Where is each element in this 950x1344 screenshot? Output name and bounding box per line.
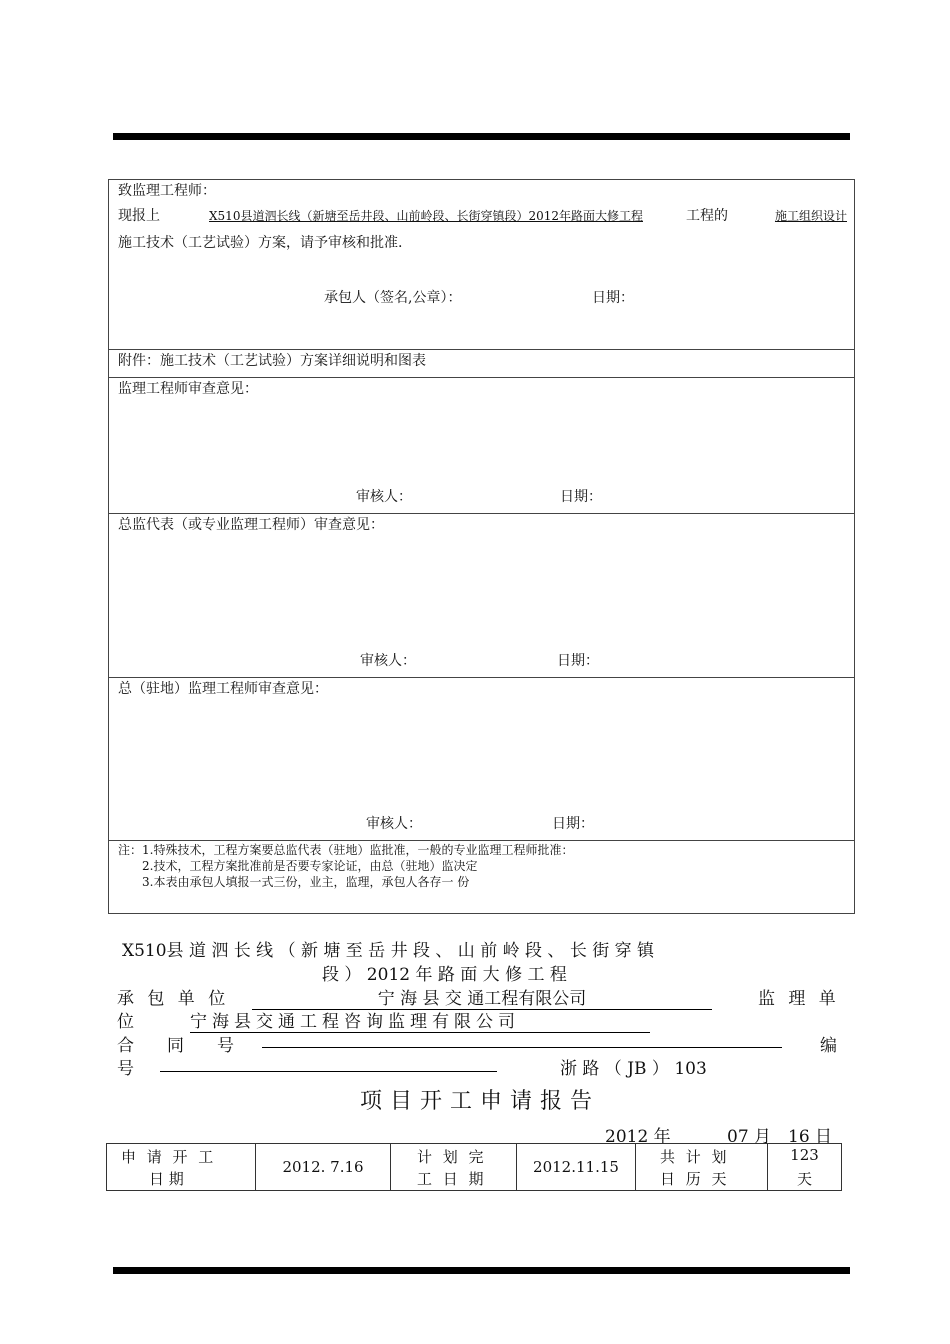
attachment-text: 附件：施工技术（工艺试验）方案详细说明和图表 xyxy=(118,353,426,369)
apply-start-label-cell xyxy=(106,1143,256,1191)
code-label-a: 编 xyxy=(820,1036,837,1056)
supervisor-date-label: 日期： xyxy=(560,489,602,505)
total-days-value-cell xyxy=(767,1143,842,1191)
apply-start-label-1: 申 请 开 工 xyxy=(121,1148,217,1166)
to-engineer-label: 致监理工程师： xyxy=(118,183,216,199)
project-title-line2: 段 ） 2012 年 路 面 大 修 工 程 xyxy=(322,965,567,985)
chief-date-label: 日期： xyxy=(557,653,599,669)
total-days-label-1: 共 计 划 xyxy=(660,1148,730,1166)
total-days-unit: 天 xyxy=(796,1170,812,1188)
project-name: X510县道泗长线（新塘至岳井段、山前岭段、长街穿镇段）2012年路面大修工程 xyxy=(209,209,643,223)
submission-section xyxy=(108,179,855,350)
contractor-date-label: 日期： xyxy=(592,290,634,306)
contractor-label: 承 包 单 位 xyxy=(117,989,230,1009)
note-3: 3.本表由承包人填报一式三份，业主，监理，承包人各存一 份 xyxy=(142,875,470,889)
chief-reviewer-label: 审核人： xyxy=(360,653,416,669)
contractor-value: 宁 海 县 交 通工程有限公司 xyxy=(252,984,712,1010)
supervisor-label-b: 位 xyxy=(117,1012,134,1032)
project-title-line1: X510县 道 泗 长 线 （ 新 塘 至 岳 井 段 、 山 前 岭 段 、 长 街 穿 镇 xyxy=(122,941,655,961)
report-title: 项目开工申请报告 xyxy=(360,1089,601,1114)
supervisor-reviewer-label: 审核人： xyxy=(356,489,412,505)
note-2: 2.技术，工程方案批准前是否要专家论证，由总（驻地）监决定 xyxy=(142,859,478,873)
resident-date-label: 日期： xyxy=(552,816,594,832)
code-line xyxy=(160,1071,497,1072)
plan-type: 施工组织设计 xyxy=(774,209,847,223)
contractor-sign-label: 承包人（签名,公章）： xyxy=(324,290,462,306)
total-days-label-2: 日 历 天 xyxy=(660,1170,730,1188)
plan-finish-value: 2012.11.15 xyxy=(533,1158,619,1176)
chief-review-label: 总监代表（或专业监理工程师）审查意见： xyxy=(118,517,384,533)
supervisor-value: 宁海县交通工程咨询监理有限公司 xyxy=(190,1007,650,1033)
report-line2: 施工技术（工艺试验）方案，请予审核和批准. xyxy=(118,235,403,251)
supervisor-review-label: 监理工程师审查意见： xyxy=(118,381,258,397)
supervisor-label-a: 监 理 单 xyxy=(758,989,840,1009)
resident-review-section xyxy=(108,677,855,841)
top-rule xyxy=(113,133,850,140)
plan-finish-label-cell xyxy=(390,1143,517,1191)
code-label-b: 号 xyxy=(117,1059,134,1079)
apply-start-value: 2012. 7.16 xyxy=(282,1158,364,1176)
plan-finish-value-cell xyxy=(516,1143,636,1191)
note-1: 注：1.特殊技术，工程方案要总监代表（驻地）监批准，一般的专业监理工程师批准： xyxy=(118,843,574,857)
code-value: 浙 路 （ JB ） 103 xyxy=(560,1059,707,1079)
plan-finish-label-2: 工 日 期 xyxy=(417,1170,487,1188)
date-day: 16 日 xyxy=(788,1127,833,1147)
contract-number-line xyxy=(262,1047,782,1048)
chief-review-section xyxy=(108,513,855,678)
apply-start-label-2: 日 期 xyxy=(149,1170,184,1188)
total-days-value: 123 xyxy=(790,1146,819,1164)
resident-review-label: 总（驻地）监理工程师审查意见： xyxy=(118,681,328,697)
total-days-label-cell xyxy=(635,1143,768,1191)
plan-finish-label-1: 计 划 完 xyxy=(417,1148,487,1166)
date-month: 07 月 xyxy=(727,1127,772,1147)
resident-reviewer-label: 审核人： xyxy=(366,816,422,832)
report-mid: 工程的 xyxy=(686,208,728,224)
contract-label: 合 同 号 xyxy=(117,1036,242,1056)
date-year: 2012 年 xyxy=(605,1127,671,1147)
bottom-rule xyxy=(113,1267,850,1274)
apply-start-value-cell xyxy=(255,1143,391,1191)
report-prefix: 现报上 xyxy=(118,208,160,224)
